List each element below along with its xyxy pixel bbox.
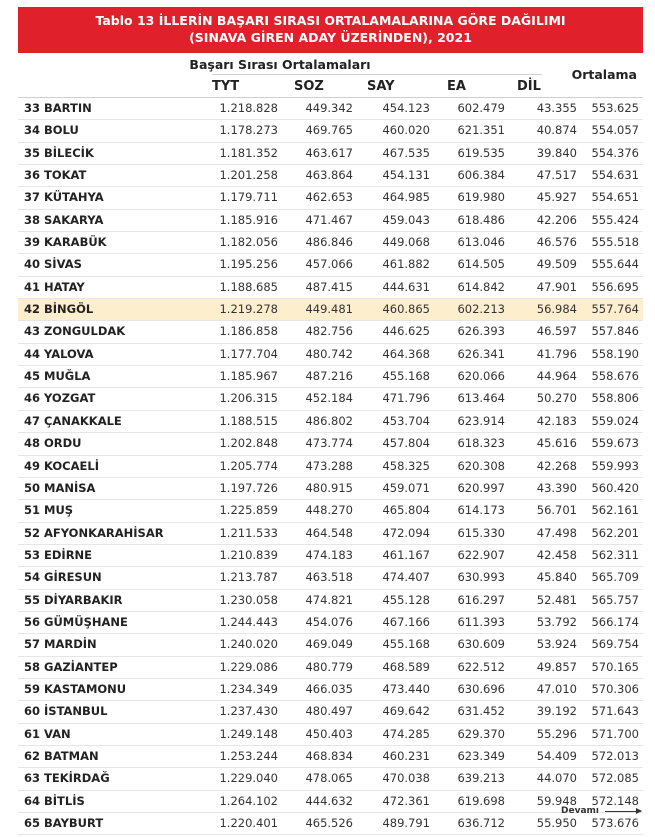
province-name: 51 MUŞ bbox=[24, 503, 74, 518]
cell-tyt: 1.213.787 bbox=[219, 570, 278, 585]
table-row bbox=[18, 433, 643, 455]
cell-soz: 478.065 bbox=[305, 771, 353, 786]
cell-ortalama: 554.631 bbox=[591, 168, 639, 183]
cell-ortalama: 559.993 bbox=[591, 458, 639, 473]
cell-tyt: 1.219.278 bbox=[219, 302, 278, 317]
table-row bbox=[18, 478, 643, 500]
cell-ortalama: 565.709 bbox=[591, 570, 639, 585]
cell-say: 455.168 bbox=[382, 637, 430, 652]
cell-tyt: 1.211.533 bbox=[219, 525, 278, 540]
table-row bbox=[18, 500, 643, 522]
cell-tyt: 1.253.244 bbox=[219, 748, 278, 763]
cell-ea: 630.609 bbox=[457, 637, 505, 652]
cell-tyt: 1.237.430 bbox=[219, 704, 278, 719]
title-line-1: Tablo 13 İLLERİN BAŞARI SIRASI ORTALAMALARINA GÖRE DAĞILIMI bbox=[95, 13, 566, 28]
province-name: 48 ORDU bbox=[24, 436, 82, 451]
table-row bbox=[18, 813, 643, 835]
cell-tyt: 1.206.315 bbox=[219, 391, 278, 406]
cell-ortalama: 558.190 bbox=[591, 346, 639, 361]
table-row bbox=[18, 746, 643, 768]
cell-dil: 45.927 bbox=[536, 190, 577, 205]
province-name: 46 YOZGAT bbox=[24, 391, 96, 406]
cell-ea: 620.308 bbox=[457, 458, 505, 473]
table-row bbox=[18, 321, 643, 343]
cell-tyt: 1.240.020 bbox=[219, 637, 278, 652]
cell-say: 472.361 bbox=[382, 793, 430, 808]
cell-ortalama: 554.057 bbox=[591, 123, 639, 138]
province-name: 61 VAN bbox=[24, 726, 71, 741]
cell-soz: 487.216 bbox=[305, 369, 353, 384]
cell-dil: 53.792 bbox=[536, 614, 577, 629]
table-row bbox=[18, 590, 643, 612]
province-name: 41 HATAY bbox=[24, 279, 85, 294]
province-name: 45 MUĞLA bbox=[24, 369, 91, 384]
cell-ea: 630.993 bbox=[457, 570, 505, 585]
cell-ortalama: 570.306 bbox=[591, 681, 639, 696]
cell-say: 470.038 bbox=[382, 771, 430, 786]
cell-soz: 473.774 bbox=[305, 436, 353, 451]
cell-say: 467.166 bbox=[382, 614, 430, 629]
cell-soz: 457.066 bbox=[305, 257, 353, 272]
table-row bbox=[18, 612, 643, 634]
cell-dil: 47.498 bbox=[536, 525, 577, 540]
cell-dil: 47.010 bbox=[536, 681, 577, 696]
table-body bbox=[18, 98, 643, 835]
cell-ea: 631.452 bbox=[457, 704, 505, 719]
cell-soz: 471.467 bbox=[305, 212, 353, 227]
cell-say: 469.642 bbox=[382, 704, 430, 719]
cell-ortalama: 573.676 bbox=[591, 816, 639, 830]
cell-ortalama: 558.806 bbox=[591, 391, 639, 406]
cell-ortalama: 571.643 bbox=[591, 704, 639, 719]
province-name: 65 BAYBURT bbox=[24, 816, 104, 830]
province-name: 33 BARTIN bbox=[24, 101, 92, 115]
province-name: 34 BOLU bbox=[24, 123, 79, 138]
cell-dil: 54.409 bbox=[536, 748, 577, 763]
cell-say: 458.325 bbox=[382, 458, 430, 473]
cell-soz: 465.526 bbox=[305, 816, 353, 830]
cell-say: 472.094 bbox=[382, 525, 430, 540]
cell-soz: 450.403 bbox=[305, 726, 353, 741]
cell-dil: 46.576 bbox=[536, 235, 577, 250]
cell-soz: 444.632 bbox=[305, 793, 353, 808]
table-row bbox=[18, 388, 643, 410]
cell-soz: 480.742 bbox=[305, 346, 353, 361]
cell-ortalama: 556.695 bbox=[591, 279, 639, 294]
cell-dil: 59.948 bbox=[536, 793, 577, 808]
cell-ea: 618.323 bbox=[457, 436, 505, 451]
province-name: 62 BATMAN bbox=[24, 748, 99, 763]
table-row bbox=[18, 657, 643, 679]
province-name: 54 GİRESUN bbox=[24, 570, 102, 585]
cell-tyt: 1.181.352 bbox=[219, 145, 278, 160]
cell-soz: 480.915 bbox=[305, 480, 353, 495]
cell-tyt: 1.225.859 bbox=[219, 503, 278, 518]
cell-soz: 449.342 bbox=[305, 101, 353, 115]
cell-ea: 614.173 bbox=[457, 503, 505, 518]
cell-ea: 619.698 bbox=[457, 793, 505, 808]
cell-dil: 55.950 bbox=[536, 816, 577, 830]
cell-soz: 487.415 bbox=[305, 279, 353, 294]
cell-dil: 45.616 bbox=[536, 436, 577, 451]
province-name: 57 MARDİN bbox=[24, 637, 97, 652]
cell-soz: 463.518 bbox=[305, 570, 353, 585]
cell-dil: 42.458 bbox=[536, 547, 577, 562]
cell-tyt: 1.195.256 bbox=[219, 257, 278, 272]
table-row bbox=[18, 545, 643, 567]
table-row bbox=[18, 679, 643, 701]
cell-say: 446.625 bbox=[382, 324, 430, 339]
cell-ortalama: 559.024 bbox=[591, 413, 639, 428]
cell-dil: 56.701 bbox=[536, 503, 577, 518]
cell-ortalama: 554.651 bbox=[591, 190, 639, 205]
cell-soz: 473.288 bbox=[305, 458, 353, 473]
cell-soz: 462.653 bbox=[305, 190, 353, 205]
cell-say: 467.535 bbox=[382, 145, 430, 160]
cell-soz: 482.756 bbox=[305, 324, 353, 339]
header-col-ortalama: Ortalama bbox=[571, 67, 637, 82]
cell-tyt: 1.234.349 bbox=[219, 681, 278, 696]
table-row bbox=[18, 634, 643, 656]
cell-ea: 639.213 bbox=[457, 771, 505, 786]
cell-tyt: 1.197.726 bbox=[219, 480, 278, 495]
cell-say: 449.068 bbox=[382, 235, 430, 250]
cell-dil: 55.296 bbox=[536, 726, 577, 741]
cell-tyt: 1.229.086 bbox=[219, 659, 278, 674]
province-name: 55 DİYARBAKIR bbox=[24, 592, 123, 607]
cell-ea: 622.512 bbox=[457, 659, 505, 674]
cell-tyt: 1.229.040 bbox=[219, 771, 278, 786]
cell-ortalama: 553.625 bbox=[591, 101, 639, 115]
province-name: 58 GAZİANTEP bbox=[24, 659, 118, 674]
cell-dil: 46.597 bbox=[536, 324, 577, 339]
cell-soz: 466.035 bbox=[305, 681, 353, 696]
table-row bbox=[18, 120, 643, 142]
cell-ortalama: 558.676 bbox=[591, 369, 639, 384]
table-row bbox=[18, 165, 643, 187]
cell-dil: 49.509 bbox=[536, 257, 577, 272]
province-name: 47 ÇANAKKALE bbox=[24, 413, 122, 428]
cell-ortalama: 570.165 bbox=[591, 659, 639, 674]
table-row bbox=[18, 523, 643, 545]
cell-dil: 45.840 bbox=[536, 570, 577, 585]
cell-ortalama: 571.700 bbox=[591, 726, 639, 741]
header-col-ea: EA bbox=[447, 79, 466, 94]
cell-soz: 463.617 bbox=[305, 145, 353, 160]
header-col-dil: DİL bbox=[517, 79, 541, 94]
continue-text: Devamı bbox=[561, 806, 599, 816]
cell-say: 465.804 bbox=[382, 503, 430, 518]
table-row bbox=[18, 567, 643, 589]
cell-say: 457.804 bbox=[382, 436, 430, 451]
cell-dil: 52.481 bbox=[536, 592, 577, 607]
cell-tyt: 1.249.148 bbox=[219, 726, 278, 741]
province-name: 60 İSTANBUL bbox=[24, 704, 108, 719]
cell-ortalama: 572.148 bbox=[591, 793, 639, 808]
table-row bbox=[18, 254, 643, 276]
cell-ea: 619.980 bbox=[457, 190, 505, 205]
table-row bbox=[18, 98, 643, 120]
cell-soz: 452.184 bbox=[305, 391, 353, 406]
cell-soz: 486.846 bbox=[305, 235, 353, 250]
province-name: 43 ZONGULDAK bbox=[24, 324, 126, 339]
table-row bbox=[18, 232, 643, 254]
table-row bbox=[18, 701, 643, 723]
cell-say: 471.796 bbox=[382, 391, 430, 406]
cell-say: 453.704 bbox=[382, 413, 430, 428]
cell-soz: 454.076 bbox=[305, 614, 353, 629]
cell-say: 454.131 bbox=[382, 168, 430, 183]
table-row bbox=[18, 299, 643, 321]
cell-say: 455.128 bbox=[382, 592, 430, 607]
cell-ortalama: 565.757 bbox=[591, 592, 639, 607]
province-name: 42 BİNGÖL bbox=[24, 302, 94, 317]
cell-say: 474.407 bbox=[382, 570, 430, 585]
cell-ortalama: 562.311 bbox=[591, 547, 639, 562]
cell-say: 460.020 bbox=[382, 123, 430, 138]
cell-say: 489.791 bbox=[382, 816, 430, 830]
cell-ea: 613.464 bbox=[457, 391, 505, 406]
cell-ea: 602.479 bbox=[457, 101, 505, 115]
cell-ea: 623.914 bbox=[457, 413, 505, 428]
province-name: 53 EDİRNE bbox=[24, 547, 93, 562]
province-name: 52 AFYONKARAHİSAR bbox=[24, 525, 164, 540]
cell-tyt: 1.182.056 bbox=[219, 235, 278, 250]
cell-ea: 614.842 bbox=[457, 279, 505, 294]
cell-ortalama: 562.201 bbox=[591, 525, 639, 540]
cell-dil: 53.924 bbox=[536, 637, 577, 652]
title-line-2: (SINAVA GİREN ADAY ÜZERİNDEN), 2021 bbox=[189, 30, 472, 45]
cell-soz: 464.548 bbox=[305, 525, 353, 540]
cell-ortalama: 560.420 bbox=[591, 480, 639, 495]
cell-tyt: 1.186.858 bbox=[219, 324, 278, 339]
table-row bbox=[18, 791, 643, 813]
cell-say: 464.368 bbox=[382, 346, 430, 361]
cell-ea: 626.393 bbox=[457, 324, 505, 339]
table-header bbox=[18, 53, 643, 98]
cell-ortalama: 557.764 bbox=[591, 302, 639, 317]
cell-ea: 606.384 bbox=[457, 168, 505, 183]
province-name: 35 BİLECİK bbox=[24, 145, 94, 160]
cell-ortalama: 555.518 bbox=[591, 235, 639, 250]
cell-ea: 613.046 bbox=[457, 235, 505, 250]
cell-ea: 621.351 bbox=[457, 123, 505, 138]
cell-ortalama: 569.754 bbox=[591, 637, 639, 652]
cell-dil: 44.070 bbox=[536, 771, 577, 786]
cell-dil: 43.390 bbox=[536, 480, 577, 495]
cell-tyt: 1.185.967 bbox=[219, 369, 278, 384]
cell-say: 460.231 bbox=[382, 748, 430, 763]
province-name: 64 BİTLİS bbox=[24, 793, 85, 808]
cell-ea: 616.297 bbox=[457, 592, 505, 607]
cell-dil: 47.517 bbox=[536, 168, 577, 183]
table-row bbox=[18, 143, 643, 165]
cell-ortalama: 555.424 bbox=[591, 212, 639, 227]
table-row bbox=[18, 210, 643, 232]
cell-tyt: 1.177.704 bbox=[219, 346, 278, 361]
province-name: 39 KARABÜK bbox=[24, 235, 107, 250]
cell-soz: 469.765 bbox=[305, 123, 353, 138]
cell-dil: 42.183 bbox=[536, 413, 577, 428]
cell-ea: 619.535 bbox=[457, 145, 505, 160]
province-name: 63 TEKİRDAĞ bbox=[24, 771, 110, 786]
cell-soz: 469.049 bbox=[305, 637, 353, 652]
cell-say: 474.285 bbox=[382, 726, 430, 741]
header-divider bbox=[212, 74, 542, 75]
province-name: 40 SİVAS bbox=[24, 257, 82, 272]
cell-tyt: 1.202.848 bbox=[219, 436, 278, 451]
cell-tyt: 1.188.685 bbox=[219, 279, 278, 294]
province-name: 37 KÜTAHYA bbox=[24, 190, 104, 205]
cell-soz: 463.864 bbox=[305, 168, 353, 183]
cell-tyt: 1.178.273 bbox=[219, 123, 278, 138]
table-row bbox=[18, 366, 643, 388]
province-name: 49 KOCAELİ bbox=[24, 458, 99, 473]
province-name: 36 TOKAT bbox=[24, 168, 87, 183]
cell-ortalama: 572.013 bbox=[591, 748, 639, 763]
cell-tyt: 1.185.916 bbox=[219, 212, 278, 227]
cell-soz: 480.497 bbox=[305, 704, 353, 719]
cell-say: 455.168 bbox=[382, 369, 430, 384]
cell-ea: 614.505 bbox=[457, 257, 505, 272]
cell-tyt: 1.201.258 bbox=[219, 168, 278, 183]
cell-ea: 620.066 bbox=[457, 369, 505, 384]
province-name: 44 YALOVA bbox=[24, 346, 94, 361]
cell-ea: 611.393 bbox=[457, 614, 505, 629]
table-row bbox=[18, 411, 643, 433]
cell-ortalama: 572.085 bbox=[591, 771, 639, 786]
cell-ortalama: 555.644 bbox=[591, 257, 639, 272]
cell-ea: 623.349 bbox=[457, 748, 505, 763]
cell-ortalama: 554.376 bbox=[591, 145, 639, 160]
cell-say: 464.985 bbox=[382, 190, 430, 205]
cell-dil: 49.857 bbox=[536, 659, 577, 674]
cell-say: 460.865 bbox=[382, 302, 430, 317]
cell-dil: 43.355 bbox=[536, 101, 577, 115]
cell-ea: 630.696 bbox=[457, 681, 505, 696]
province-name: 59 KASTAMONU bbox=[24, 681, 127, 696]
cell-tyt: 1.230.058 bbox=[219, 592, 278, 607]
cell-dil: 42.268 bbox=[536, 458, 577, 473]
cell-dil: 44.964 bbox=[536, 369, 577, 384]
cell-dil: 47.901 bbox=[536, 279, 577, 294]
cell-ea: 622.907 bbox=[457, 547, 505, 562]
province-name: 56 GÜMÜŞHANE bbox=[24, 614, 128, 629]
table-row bbox=[18, 187, 643, 209]
table-row bbox=[18, 344, 643, 366]
table-row bbox=[18, 277, 643, 299]
header-col-tyt: TYT bbox=[212, 79, 240, 94]
cell-ea: 626.341 bbox=[457, 346, 505, 361]
cell-ortalama: 559.673 bbox=[591, 436, 639, 451]
cell-dil: 39.192 bbox=[536, 704, 577, 719]
table-row bbox=[18, 724, 643, 746]
cell-ea: 615.330 bbox=[457, 525, 505, 540]
cell-say: 459.043 bbox=[382, 212, 430, 227]
cell-soz: 448.270 bbox=[305, 503, 353, 518]
data-table bbox=[18, 7, 643, 835]
header-col-say: SAY bbox=[367, 79, 395, 94]
cell-ortalama: 557.846 bbox=[591, 324, 639, 339]
province-name: 50 MANİSA bbox=[24, 480, 96, 495]
header-col-soz: SOZ bbox=[294, 79, 324, 94]
cell-tyt: 1.220.401 bbox=[219, 816, 278, 830]
cell-soz: 474.183 bbox=[305, 547, 353, 562]
cell-say: 454.123 bbox=[382, 101, 430, 115]
continue-label bbox=[561, 806, 641, 816]
table-title bbox=[18, 7, 643, 53]
cell-say: 461.882 bbox=[382, 257, 430, 272]
cell-tyt: 1.218.828 bbox=[219, 101, 278, 115]
cell-dil: 41.796 bbox=[536, 346, 577, 361]
cell-tyt: 1.210.839 bbox=[219, 547, 278, 562]
cell-soz: 449.481 bbox=[305, 302, 353, 317]
cell-tyt: 1.264.102 bbox=[219, 793, 278, 808]
cell-dil: 40.874 bbox=[536, 123, 577, 138]
table-row bbox=[18, 456, 643, 478]
cell-ea: 618.486 bbox=[457, 212, 505, 227]
cell-soz: 480.779 bbox=[305, 659, 353, 674]
cell-ea: 602.213 bbox=[457, 302, 505, 317]
table-row bbox=[18, 768, 643, 790]
cell-dil: 56.984 bbox=[536, 302, 577, 317]
cell-soz: 474.821 bbox=[305, 592, 353, 607]
cell-tyt: 1.179.711 bbox=[219, 190, 278, 205]
header-group-label: Başarı Sırası Ortalamaları bbox=[189, 57, 371, 72]
cell-say: 444.631 bbox=[382, 279, 430, 294]
cell-ortalama: 566.174 bbox=[591, 614, 639, 629]
cell-dil: 50.270 bbox=[536, 391, 577, 406]
cell-tyt: 1.188.515 bbox=[219, 413, 278, 428]
cell-say: 461.167 bbox=[382, 547, 430, 562]
cell-say: 459.071 bbox=[382, 480, 430, 495]
cell-ea: 629.370 bbox=[457, 726, 505, 741]
cell-soz: 468.834 bbox=[305, 748, 353, 763]
cell-say: 473.440 bbox=[382, 681, 430, 696]
province-name: 38 SAKARYA bbox=[24, 212, 104, 227]
right-arrow-icon bbox=[605, 811, 641, 812]
cell-soz: 486.802 bbox=[305, 413, 353, 428]
cell-ortalama: 562.161 bbox=[591, 503, 639, 518]
cell-tyt: 1.205.774 bbox=[219, 458, 278, 473]
cell-tyt: 1.244.443 bbox=[219, 614, 278, 629]
cell-dil: 39.840 bbox=[536, 145, 577, 160]
cell-ea: 620.997 bbox=[457, 480, 505, 495]
cell-dil: 42.206 bbox=[536, 212, 577, 227]
cell-say: 468.589 bbox=[382, 659, 430, 674]
cell-ea: 636.712 bbox=[457, 816, 505, 830]
